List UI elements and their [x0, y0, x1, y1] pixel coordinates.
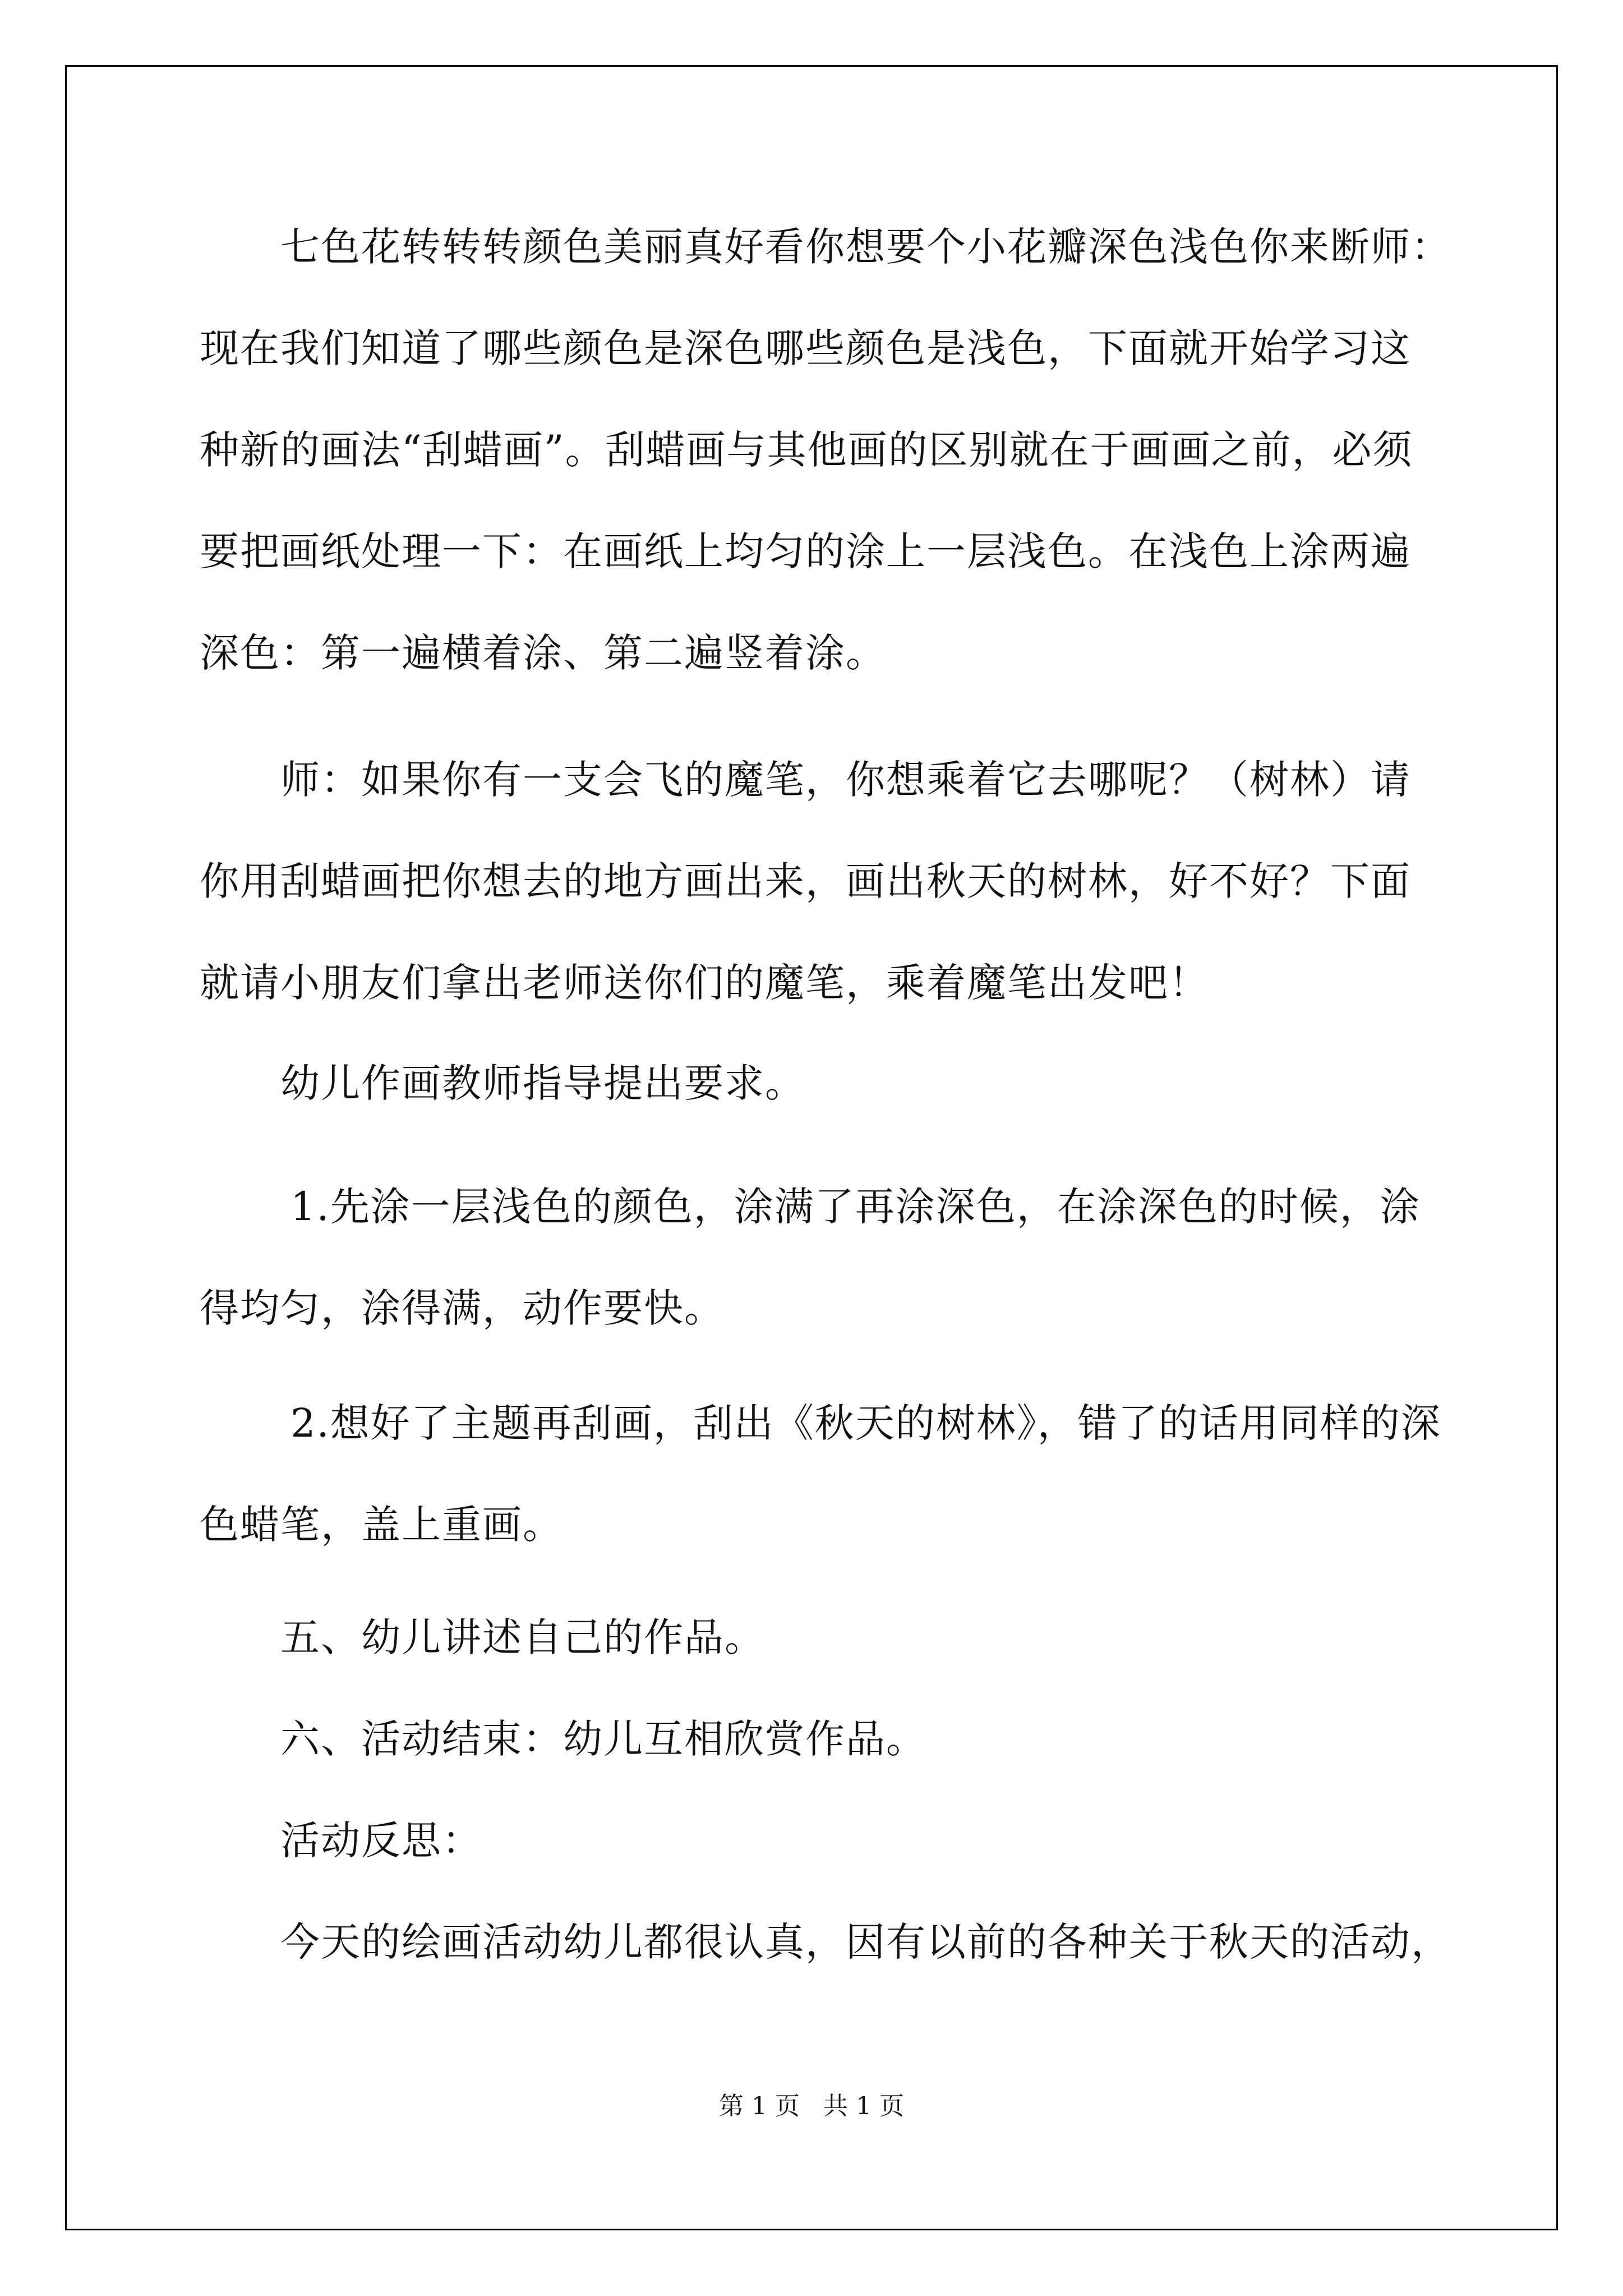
text-line: 七色花转转转颜色美丽真好看你想要个小花瓣深色浅色你来断师：	[280, 224, 1451, 270]
text-line: 你用刮蜡画把你想去的地方画出来，画出秋天的树林，好不好？下面	[200, 858, 1411, 904]
text-line: 现在我们知道了哪些颜色是深色哪些颜色是浅色，下面就开始学习这	[200, 325, 1411, 371]
text-line: 六、活动结束：幼儿互相欣赏作品。	[280, 1716, 926, 1762]
text-line: 种新的画法“刮蜡画”。刮蜡画与其他画的区别就在于画画之前，必须	[200, 427, 1413, 473]
text-line: 今天的绘画活动幼儿都很认真，因有以前的各种关于秋天的活动，	[280, 1919, 1451, 1965]
text-line: 五、幼儿讲述自己的作品。	[280, 1614, 765, 1660]
page-border	[65, 65, 1558, 2230]
page-number-footer: 第 1 页 共 1 页	[719, 2092, 904, 2120]
text-line: 师：如果你有一支会飞的魔笔，你想乘着它去哪呢？（树林）请	[280, 757, 1411, 803]
text-line: 深色：第一遍横着涂、第二遍竖着涂。	[200, 630, 886, 676]
text-line: 得均匀，涂得满，动作要快。	[200, 1285, 725, 1331]
text-line: 1.先涂一层浅色的颜色，涂满了再涂深色，在涂深色的时候，涂	[291, 1184, 1421, 1230]
text-line: 色蜡笔，盖上重画。	[200, 1502, 563, 1548]
text-line: 2.想好了主题再刮画，刮出《秋天的树林》，错了的话用同样的深	[291, 1400, 1441, 1446]
text-line: 要把画纸处理一下：在画纸上均匀的涂上一层浅色。在浅色上涂两遍	[200, 528, 1411, 574]
text-line: 就请小朋友们拿出老师送你们的魔笔，乘着魔笔出发吧！	[200, 960, 1209, 1006]
text-line: 幼儿作画教师指导提出要求。	[280, 1060, 805, 1106]
text-line: 活动反思：	[280, 1818, 482, 1864]
